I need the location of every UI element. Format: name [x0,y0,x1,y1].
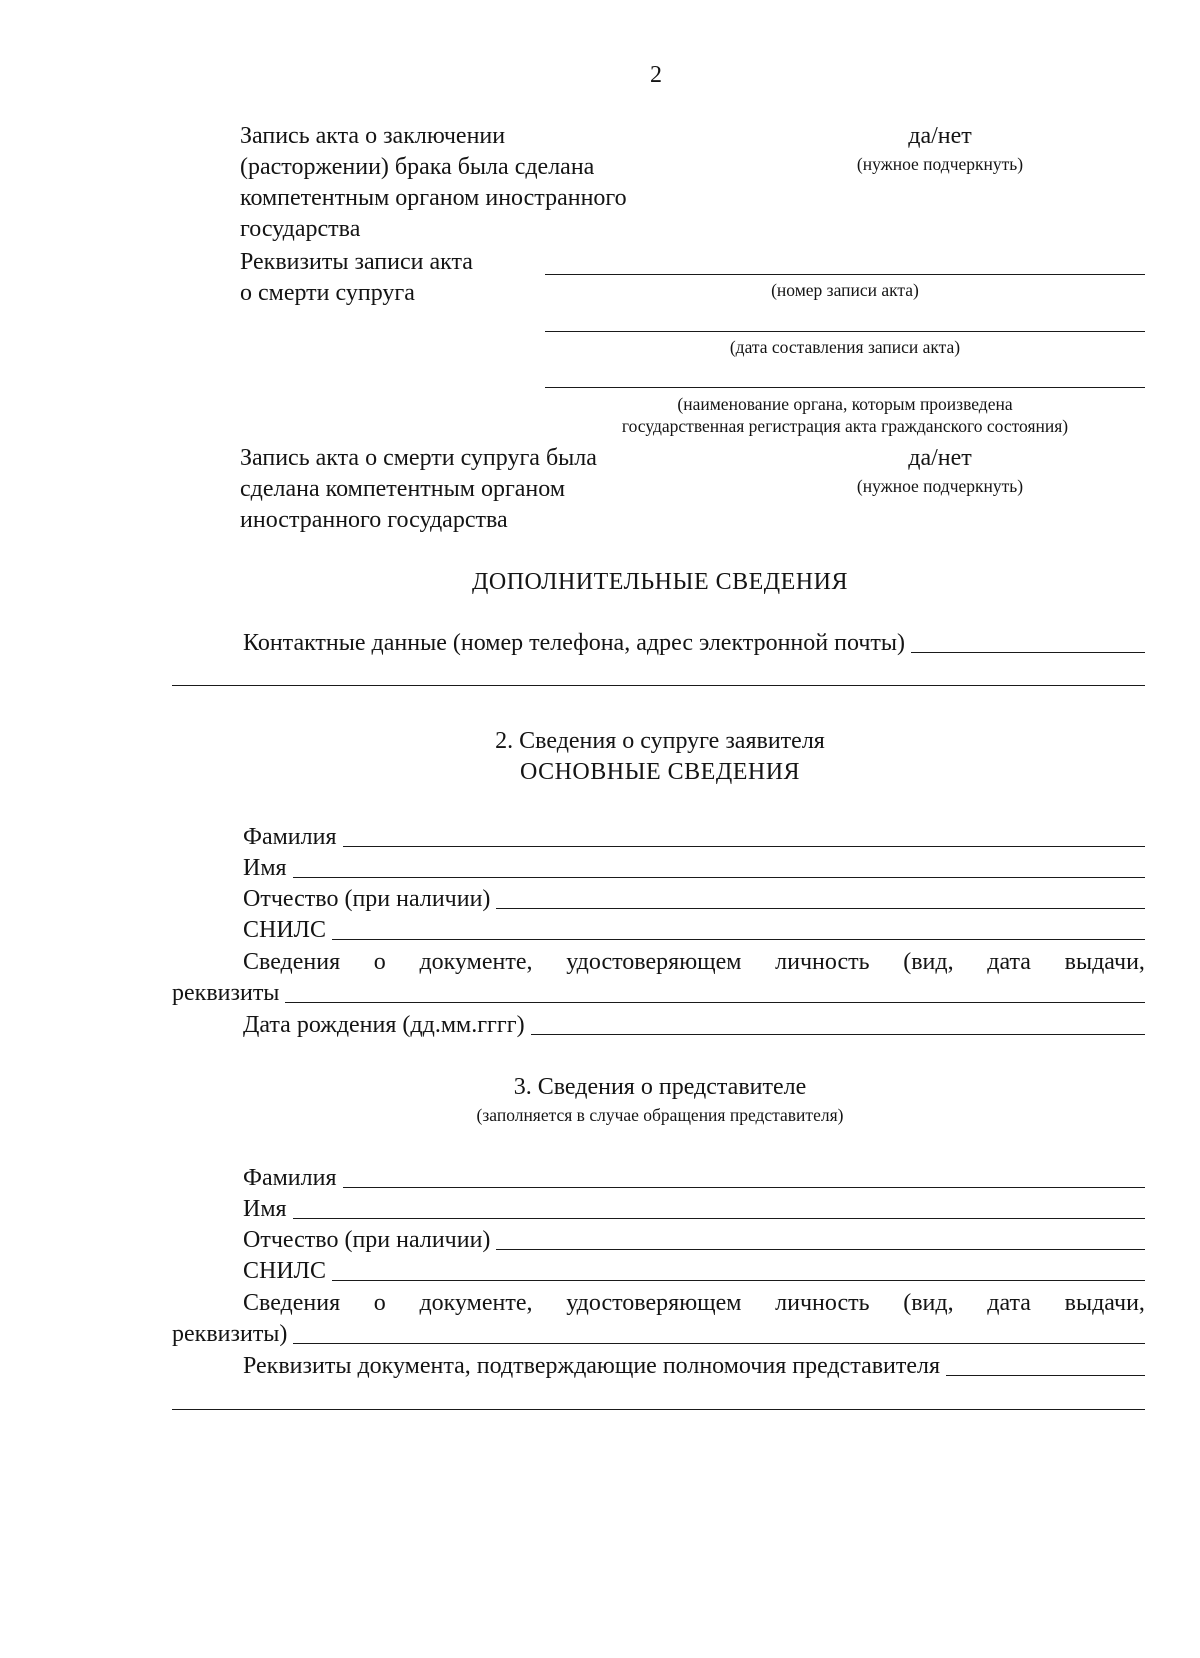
death-record-authority-field[interactable] [545,387,1145,388]
rep-id-doc-label-2: реквизиты) [172,1321,288,1347]
contact-label: Контактные данные (номер телефона, адрес электронной почты) [243,630,906,656]
spouse-surname-field[interactable] [243,822,1145,852]
spouse-id-doc-label-2: реквизиты [172,980,280,1006]
death-record-date-caption: (дата составления записи акта) [729,337,961,357]
spouse-section-subtitle: ОСНОВНЫЕ СВЕДЕНИЯ [519,759,801,785]
spouse-name-label: Имя [243,855,287,881]
spouse-snils-line[interactable] [332,939,1145,940]
spouse-section-title: 2. Сведения о супруге заявителя [495,728,825,754]
representative-section-note: (заполняется в случае обращения представителя) [476,1105,844,1125]
spouse-surname-line[interactable] [343,846,1145,847]
rep-surname-line[interactable] [343,1187,1145,1188]
spouse-snils-label: СНИЛС [243,917,326,943]
rep-id-doc-field[interactable] [172,1319,1145,1349]
spouse-surname-label: Фамилия [243,824,337,850]
rep-surname-field[interactable] [243,1163,1145,1193]
spouse-id-doc-label: Сведения о документе, удостоверяющем личность (вид, дата выдачи, [243,949,1145,975]
rep-authority-doc-continuation[interactable] [172,1409,1145,1410]
representative-section-title: 3. Сведения о представителе [513,1074,807,1100]
rep-patronymic-line[interactable] [496,1249,1145,1250]
spouse-name-line[interactable] [293,877,1145,878]
contact-field-continuation[interactable] [172,685,1145,686]
marriage-foreign-choice-hint: (нужное подчеркнуть) [856,154,1024,174]
rep-snils-line[interactable] [332,1280,1145,1281]
rep-patronymic-field[interactable] [243,1225,1145,1255]
spouse-patronymic-label: Отчество (при наличии) [243,886,491,912]
spouse-name-field[interactable] [243,853,1145,883]
death-foreign-choice-hint: (нужное подчеркнуть) [856,476,1024,496]
rep-name-line[interactable] [293,1218,1145,1219]
death-foreign-label: Запись акта о смерти супруга была сделана компетентным органом иностранного государства [240,445,597,533]
contact-field[interactable] [243,628,1145,658]
spouse-patronymic-field[interactable] [243,884,1145,914]
rep-surname-label: Фамилия [243,1165,337,1191]
rep-id-doc-line[interactable] [293,1343,1145,1344]
marriage-foreign-choice[interactable]: да/нет [908,123,972,149]
spouse-id-doc-field[interactable] [172,978,1145,1008]
death-record-number-caption: (номер записи акта) [771,280,919,300]
death-record-number-field[interactable] [545,274,1145,275]
spouse-patronymic-line[interactable] [496,908,1145,909]
rep-authority-doc-field[interactable] [243,1351,1145,1381]
rep-authority-doc-label: Реквизиты документа, подтверждающие полномочия представителя [243,1353,941,1379]
rep-snils-field[interactable] [243,1256,1145,1286]
death-foreign-choice[interactable]: да/нет [908,445,972,471]
rep-name-field[interactable] [243,1194,1145,1224]
spouse-birth-date-line[interactable] [531,1034,1145,1035]
death-record-label: Реквизиты записи акта о смерти супруга [240,249,473,306]
rep-id-doc-label: Сведения о документе, удостоверяющем личность (вид, дата выдачи, [243,1290,1145,1316]
spouse-birth-date-label: Дата рождения (дд.мм.гггг) [243,1012,525,1038]
additional-info-heading: ДОПОЛНИТЕЛЬНЫЕ СВЕДЕНИЯ [472,569,848,595]
page-number: 2 [650,62,662,88]
marriage-foreign-label: Запись акта о заключении (расторжении) брака была сделана компетентным органом иностранного государства [240,123,627,242]
rep-name-label: Имя [243,1196,287,1222]
rep-authority-doc-line[interactable] [946,1375,1145,1376]
rep-patronymic-label: Отчество (при наличии) [243,1227,491,1253]
spouse-snils-field[interactable] [243,915,1145,945]
contact-line[interactable] [911,652,1145,653]
death-record-date-field[interactable] [545,331,1145,332]
spouse-id-doc-line[interactable] [285,1002,1145,1003]
spouse-birth-date-field[interactable] [243,1010,1145,1040]
death-record-authority-caption: (наименование органа, которым произведена государственная регистрация акта гражданского состояния) [621,394,1069,436]
rep-snils-label: СНИЛС [243,1258,326,1284]
